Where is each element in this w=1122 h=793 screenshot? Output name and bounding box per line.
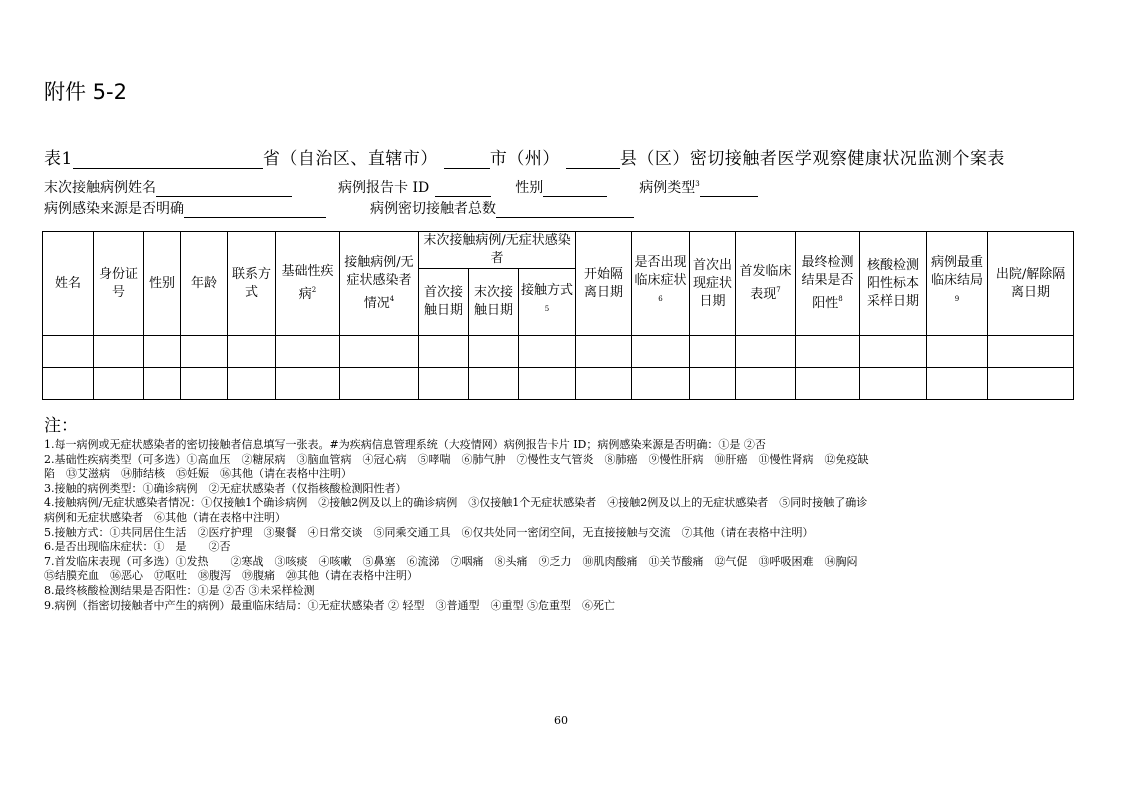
title-province: 省（自治区、直辖市） [262,149,438,169]
header-contact: 联系方式 [228,232,276,336]
case-name-label: 末次接触病例姓名 [44,180,156,196]
note-line: 3.接触的病例类型：①确诊病例 ②无症状感染者（仅指核酸检测阳性者） [44,481,407,495]
header-symptom-note: 6 [658,295,663,303]
contact-total-label: 病例密切接触者总数 [370,201,496,217]
header-first-symptom-text: 首发临床表现 [739,264,792,302]
county-blank[interactable] [566,150,620,169]
contact-total-blank[interactable] [496,202,634,218]
table-cell[interactable] [43,368,94,400]
header-first-symptom [736,232,796,336]
table-cell[interactable] [927,368,988,400]
table-cell[interactable] [419,368,469,400]
table-row [43,336,1074,368]
title-city: 市（州） [489,149,560,169]
note-line: 陷 ⑬艾滋病 ⑭肺结核 ⑮妊娠 ⑯其他（请在表格中注明） [44,467,352,481]
table-cell[interactable] [632,368,690,400]
table-cell[interactable] [927,336,988,368]
notes-section [44,416,1084,613]
note-line: 病例和无症状感染者 ⑥其他（请在表格中注明） [44,510,286,524]
header-contact-way-text: 接触方式 [521,282,574,298]
header-name: 姓名 [43,232,94,336]
note-line: 6.是否出现临床症状：① 是 ②否 [44,540,231,554]
title-county: 县（区）密切接触者医学观察健康状况监测个案表 [619,149,1005,169]
table-cell[interactable] [340,368,419,400]
header-discharge: 出院/解除隔离日期 [988,232,1074,336]
table-cell[interactable] [690,336,736,368]
table-cell[interactable] [988,368,1074,400]
table-cell[interactable] [276,336,340,368]
monitor-table [42,231,1074,400]
province-blank[interactable] [73,150,263,169]
header-outcome-note: 9 [954,295,960,303]
table-cell[interactable] [43,336,94,368]
header-contact-case [340,232,419,336]
title-prefix: 表1 [44,149,73,169]
note-line: ⑮结膜充血 ⑯恶心 ⑰呕吐 ⑱腹泻 ⑲腹痛 ⑳其他（请在表格中注明） [44,569,418,583]
note-line: 1.每一病例或无症状感染者的密切接触者信息填写一张表。#为疾病信息管理系统（大疫情网）病例报告卡片 ID；病例感染来源是否明确：①是 ②否 [44,438,766,451]
note-line: 8.最终核酸检测结果是否阳性：①是 ②否 ③未采样检测 [44,583,315,597]
table-cell[interactable] [181,368,228,400]
report-id-blank[interactable] [435,181,491,197]
table-cell[interactable] [576,336,632,368]
table-cell[interactable] [228,368,276,400]
header-nucleic-date: 核酸检测阳性标本采样日期 [860,232,927,336]
header-first-date: 首次接触日期 [419,269,469,336]
info-row-2 [44,198,634,218]
table-cell[interactable] [519,336,576,368]
table-cell[interactable] [690,368,736,400]
table-cell[interactable] [94,336,144,368]
gender-label: 性别 [515,180,544,196]
note-line: 4.接触病例/无症状感染者情况：①仅接触1个确诊病例 ②接触2例及以上的确诊病例 ③仅接触1个无症状感染者 ④接触2例及以上的无症状感染者 ⑤同时接触了确诊 [44,496,868,510]
table-cell[interactable] [276,368,340,400]
case-type-label: 病例类型 [639,180,696,196]
header-disease-note: 2 [311,286,317,294]
table-cell[interactable] [419,336,469,368]
header-symptom-text: 是否出现临床症状 [634,255,687,288]
header-disease [276,232,340,336]
table-cell[interactable] [469,336,519,368]
table-cell[interactable] [181,336,228,368]
header-last-date: 末次接触日期 [469,269,519,336]
info-row-1 [44,177,758,197]
table-cell[interactable] [228,336,276,368]
header-first-symptom-note: 7 [776,286,781,294]
source-known-label: 病例感染来源是否明确 [44,201,184,217]
city-blank[interactable] [444,150,490,169]
table-cell[interactable] [340,336,419,368]
header-last-contact-group: 末次接触病例/无症状感染者 [419,232,576,269]
attachment-label: 附件 5-2 [44,80,127,104]
header-contact-way-note: 5 [544,304,550,313]
notes-heading: 注： [44,416,78,436]
table-cell[interactable] [576,368,632,400]
header-final-result [796,232,860,336]
source-known-blank[interactable] [184,202,326,218]
page-number: 60 [554,714,568,727]
gender-blank[interactable] [543,181,607,197]
note-line: 2.基础性疾病类型（可多选）①高血压 ②糖尿病 ③脑血管病 ④冠心病 ⑤哮喘 ⑥肺气肿 ⑦慢性支气管炎 ⑧肺癌 ⑨慢性肝病 ⑩肝癌 ⑪慢性肾病 ⑫免疫缺 [44,452,869,466]
header-age: 年龄 [181,232,228,336]
table-cell[interactable] [144,368,181,400]
table-cell[interactable] [736,336,796,368]
table-cell[interactable] [519,368,576,400]
header-outcome [927,232,988,336]
header-contact-way [519,269,576,336]
header-contact-case-note: 4 [389,295,395,303]
table-cell[interactable] [988,336,1074,368]
header-first-symptom-date: 首次出现症状日期 [690,232,736,336]
header-sex: 性别 [144,232,181,336]
table-row [43,368,1074,400]
note-line: 7.首发临床表现（可多选）①发热 ②寒战 ③咳痰 ④咳嗽 ⑤鼻塞 ⑥流涕 ⑦咽痛 ⑧头痛 ⑨乏力 ⑩肌肉酸痛 ⑪关节酸痛 ⑫气促 ⑬呼吸困难 ⑭胸闷 [44,554,858,568]
header-disease-text: 基础性疾病 [281,264,334,302]
note-line: 9.病例（指密切接触者中产生的病例）最重临床结局：①无症状感染者 ② 轻型 ③普通型 ④重型 ⑤危重型 ⑥死亡 [44,598,615,612]
table-cell[interactable] [736,368,796,400]
case-name-blank[interactable] [156,181,292,197]
table-cell[interactable] [94,368,144,400]
table-cell[interactable] [796,336,860,368]
case-type-note: 3 [695,180,700,188]
note-line: 5.接触方式：①共同居住生活 ②医疗护理 ③聚餐 ④日常交谈 ⑤同乘交通工具 ⑥仅共处同一密闭空间，无直接接触与交流 ⑦其他（请在表格中注明） [44,525,814,539]
header-final-result-note: 8 [838,295,843,303]
form-title [44,144,1005,169]
table-cell[interactable] [860,368,927,400]
table-cell[interactable] [860,336,927,368]
header-id-no: 身份证号 [94,232,144,336]
header-symptom [632,232,690,336]
case-type-blank[interactable] [700,181,758,197]
header-isolation-start: 开始隔离日期 [576,232,632,336]
table-cell[interactable] [632,336,690,368]
table-cell[interactable] [796,368,860,400]
header-contact-case-text: 接触病例/无症状感染者情况 [344,255,414,311]
header-outcome-text: 病例最重临床结局 [931,255,984,288]
table-cell[interactable] [144,336,181,368]
table-cell[interactable] [469,368,519,400]
header-final-result-text: 最终检测结果是否阳性 [801,255,854,311]
report-id-label: 病例报告卡 ID [338,180,430,196]
